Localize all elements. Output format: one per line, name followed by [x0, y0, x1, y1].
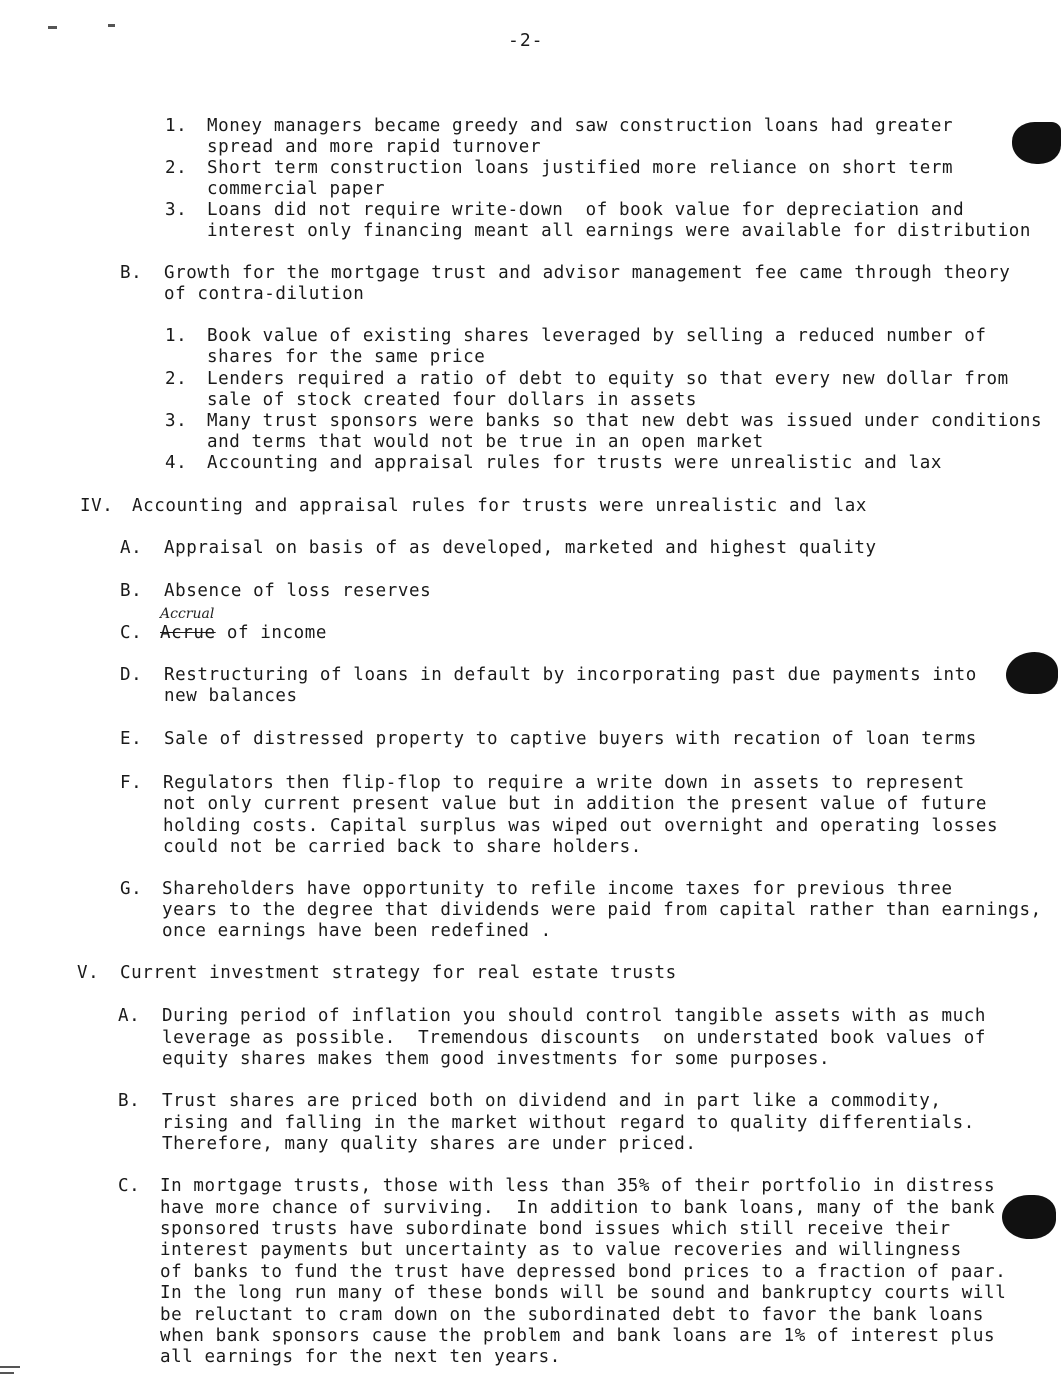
section-label: V.: [77, 963, 100, 983]
item-text: interest only financing meant all earnings were available for distribution: [207, 221, 1032, 241]
section-text: Growth for the mortgage trust and advisor management fee came through theory: [164, 263, 1011, 283]
item-text: spread and more rapid turnover: [207, 137, 542, 157]
item-text: once earnings have been redefined .: [162, 921, 552, 941]
item-number: 1.: [165, 326, 188, 346]
item-text-rest: of income: [215, 623, 328, 643]
item-text: sponsored trusts have subordinate bond issues which still receive their: [160, 1219, 951, 1239]
section-label: B.: [120, 263, 143, 283]
item-number: 2.: [165, 158, 188, 178]
item-number: 2.: [165, 369, 188, 389]
item-text: equity shares makes them good investments for some purposes.: [162, 1049, 831, 1069]
item-text: when bank sponsors cause the problem and bank loans are 1% of interest plus: [160, 1326, 996, 1346]
item-text: Regulators then flip-flop to require a write down in assets to represent: [163, 773, 965, 793]
item-label: C.: [118, 1176, 141, 1196]
scan-speck: [108, 24, 115, 27]
item-text: could not be carried back to share holders.: [163, 837, 642, 857]
item-label: A.: [118, 1006, 141, 1026]
item-text: shares for the same price: [207, 347, 486, 367]
item-text: new balances: [164, 686, 298, 706]
item-number: 1.: [165, 116, 188, 136]
item-text: Money managers became greedy and saw construction loans had greater: [207, 116, 954, 136]
item-number: 3.: [165, 411, 188, 431]
item-text: Sale of distressed property to captive buyers with recation of loan terms: [164, 729, 977, 749]
item-label: E.: [120, 729, 143, 749]
item-text: Shareholders have opportunity to refile income taxes for previous three: [162, 879, 953, 899]
section-title: Accounting and appraisal rules for trusts were unrealistic and lax: [132, 496, 867, 516]
handwritten-correction: Accrual: [160, 606, 215, 622]
item-text: all earnings for the next ten years.: [160, 1347, 561, 1367]
page-number: -2-: [508, 30, 544, 51]
item-label: F.: [120, 773, 143, 793]
item-label: C.: [120, 623, 143, 643]
item-text: During period of inflation you should control tangible assets with as much: [162, 1006, 987, 1026]
item-text: Lenders required a ratio of debt to equity so that every new dollar from: [207, 369, 1009, 389]
section-label: IV.: [80, 496, 114, 516]
item-label: G.: [120, 879, 143, 899]
scan-speck: [0, 1366, 20, 1368]
section-title: Current investment strategy for real estate trusts: [120, 963, 677, 983]
item-text: [160, 623, 327, 644]
scan-speck: [0, 1372, 14, 1374]
item-text: In mortgage trusts, those with less than 35% of their portfolio in distress: [160, 1176, 996, 1196]
item-label: B.: [118, 1091, 141, 1111]
item-number: 3.: [165, 200, 188, 220]
section-text: of contra-dilution: [164, 284, 365, 304]
item-number: 4.: [165, 453, 188, 473]
punch-hole-blot: [1012, 122, 1061, 164]
item-text: Absence of loss reserves: [164, 581, 432, 601]
item-label: B.: [120, 581, 143, 601]
item-text: Book value of existing shares leveraged by selling a reduced number of: [207, 326, 987, 346]
item-text: have more chance of surviving. In addition to bank loans, many of the bank: [160, 1198, 996, 1218]
item-text: not only current present value but in addition the present value of future: [163, 794, 988, 814]
item-text: Appraisal on basis of as developed, marketed and highest quality: [164, 538, 877, 558]
item-label: D.: [120, 665, 143, 685]
item-label: A.: [120, 538, 143, 558]
item-text: Restructuring of loans in default by incorporating past due payments into: [164, 665, 977, 685]
item-text: Short term construction loans justified more reliance on short term: [207, 158, 954, 178]
punch-hole-blot: [1006, 652, 1058, 694]
item-text: leverage as possible. Tremendous discounts on understated book values of: [162, 1028, 987, 1048]
item-text: Many trust sponsors were banks so that new debt was issued under conditions: [207, 411, 1043, 431]
item-text: Loans did not require write-down of book value for depreciation and: [207, 200, 965, 220]
item-text: holding costs. Capital surplus was wiped out overnight and operating losses: [163, 816, 999, 836]
item-text: of banks to fund the trust have depressed bond prices to a fraction of paar.: [160, 1262, 1007, 1282]
struck-word: Acrue: [160, 623, 216, 643]
item-text: and terms that would not be true in an open market: [207, 432, 764, 452]
item-text: sale of stock created four dollars in assets: [207, 390, 697, 410]
item-text: rising and falling in the market without regard to quality differentials.: [162, 1113, 975, 1133]
item-text: Therefore, many quality shares are under priced.: [162, 1134, 697, 1154]
item-text: commercial paper: [207, 179, 386, 199]
item-text: Accounting and appraisal rules for trusts were unrealistic and lax: [207, 453, 942, 473]
item-text: Trust shares are priced both on dividend and in part like a commodity,: [162, 1091, 942, 1111]
scan-speck: [48, 26, 57, 29]
punch-hole-blot: [1002, 1195, 1056, 1239]
item-text: In the long run many of these bonds will be sound and bankruptcy courts will: [160, 1283, 1007, 1303]
item-text: years to the degree that dividends were paid from capital rather than earnings,: [162, 900, 1042, 920]
item-text: interest payments but uncertainty as to value recoveries and willingness: [160, 1240, 962, 1260]
item-text: be reluctant to cram down on the subordinated debt to favor the bank loans: [160, 1305, 985, 1325]
